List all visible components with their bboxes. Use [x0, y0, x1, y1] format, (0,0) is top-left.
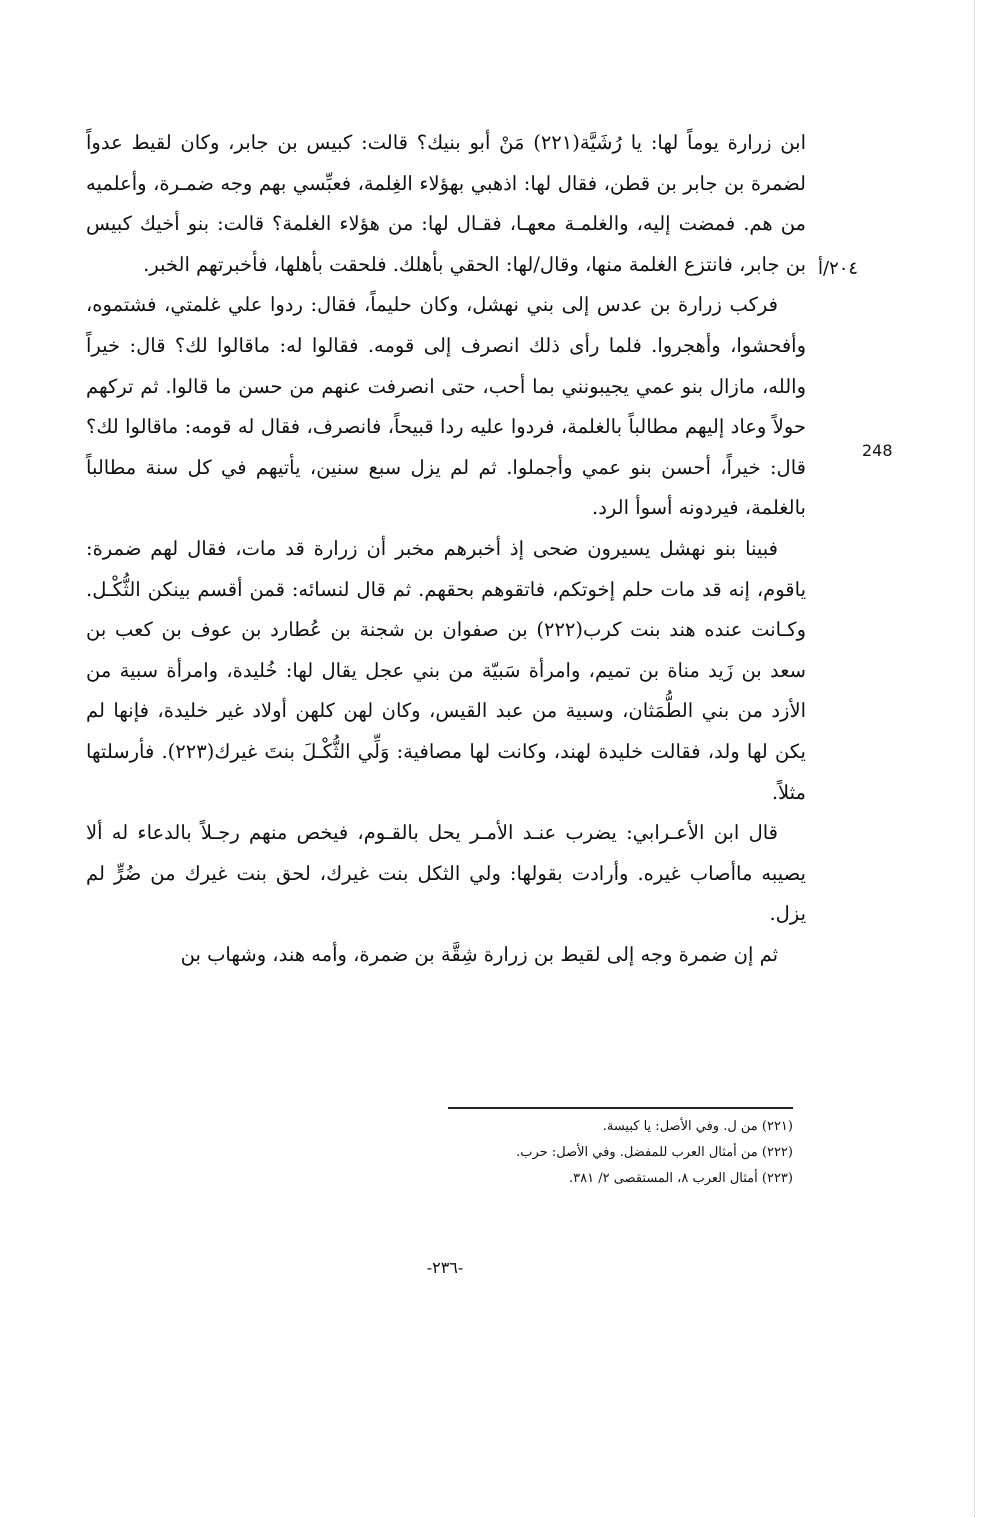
paragraph: ثم إن ضمرة وجه إلى لقيط بن زرارة شِقَّة بن ضمرة، وأمه هند، وشهاب بن: [180, 942, 778, 966]
paragraph: فبينا بنو نهشل يسيرون ضحى إذ أخبرهم مخبر أن زرارة قد مات، فقال لهم ضمرة: ياقوم، إنه قد مات حلم إخوتكم، فاتقوهم بحقهم. ثم قال لنسائه: قمن أقسم بينكن الثُّكْـل. وكـانت عنده هند بنت كرب(٢٢٢) بن صفوان بن شجنة بن عُطارد بن عوف بن كعب بن سعد بن زَيد مناة بن تميم، وامرأة سَبيّة من بني عجل يقال لها: خُليدة، وامرأة سبية من الأزد من بني الطُّمَثان، وسبية من عبد القيس، وكان لهن كلهن أولاد غير خليدة، فإنها لم يكن لها ولد، فقالت خليدة لهند، وكانت لها مصافية: وَلِّي الثُّكْـلَ بنتَ غيرك(٢٢٣). فأرسلتها مثلاً.: [86, 536, 806, 804]
paragraph: فركب زرارة بن عدس إلى بني نهشل، وكان حليماً، فقال: ردوا علي غلمتي، فشتموه، وأفحشوا، وأهجروا. فلما رأى ذلك انصرف إلى قومه. فقالوا له: ماقالوا لك؟ قال: خيراً والله، مازال بنو عمي يجيبونني بما أحب، حتى انصرفت عنهم من حسن ما قالوا. ثم تركهم حولاً وعاد إليهم مطالباً بالغلمة، فردوا عليه ردا قبيحاً، فانصرف، فقال له قومه: ماقالوا لك؟ قال: خيراً، أحسن بنو عمي وأجملوا. ثم لم يزل سبع سنين، يأتيهم في كل سنة مطالباً بالغلمة، فيردونه أسوأ الرد.: [86, 293, 806, 520]
page-edge-divider: [974, 0, 975, 1517]
paragraph: ابن زرارة يوماً لها: يا رُشَيَّة(٢٢١) مَنْ أبو بنيك؟ قالت: كبيس بن جابر، وكان لقيط عدواً لضمرة بن جابر بن قطن، فقال لها: اذهبي بهؤلاء الغِلمة، فعبِّسي بهم وجه ضمـرة، وأعلميه من هم. فمضت إليه، والغلمـة معهـا، فقـال لها: من هؤلاء الغلمة؟ قالت: بنو أخيك كبيس بن جابر، فانتزع الغلمة منها، وقال/لها: الحقي بأهلك. فلحقت بأهلها، فأخبرتهم الخبر.: [86, 131, 806, 276]
footnote-separator: [448, 1107, 793, 1109]
footnotes: [360, 1114, 793, 1192]
footnote: (٢٢٢) من أمثال العرب للمفضل. وفي الأصل: حرب.: [516, 1145, 793, 1160]
footnote: (٢٢٣) أمثال العرب ٨، المستقصى ٢/ ٣٨١.: [568, 1171, 793, 1186]
folio-marker: ٢٠٤/أ: [818, 258, 859, 279]
margin-page-number: 248: [862, 441, 893, 460]
footnote: (٢٢١) من ل. وفي الأصل: يا كبيسة.: [602, 1119, 793, 1134]
main-text: [86, 123, 806, 975]
page-number: -٢٣٦-: [426, 1258, 464, 1277]
paragraph: قال ابن الأعـرابي: يضرب عنـد الأمـر يحل بالقـوم، فيخص منهم رجـلاً بالدعاء له ألا يصيبه ماأصاب غيره. وأرادت بقولها: ولي الثكل بنت غيرك، لحق بنت غيرك من ضُرٍّ لم يزل.: [86, 821, 806, 926]
